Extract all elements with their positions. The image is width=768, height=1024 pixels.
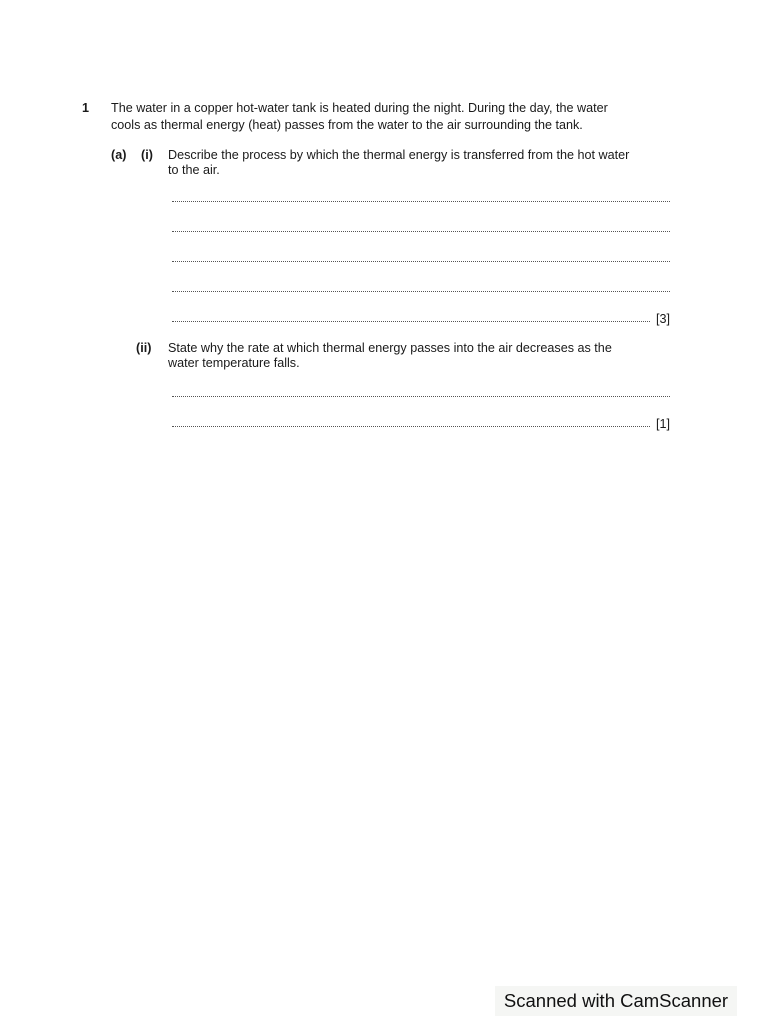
sub-ii-text-line-1: State why the rate at which thermal energy passes into the air decreases as the bbox=[168, 341, 612, 355]
answer-line[interactable] bbox=[172, 259, 670, 262]
marks-sub-i: [3] bbox=[656, 312, 671, 326]
part-a-label: (a) bbox=[111, 148, 127, 162]
question-stem-line-2: cools as thermal energy (heat) passes from the water to the air surrounding the tank. bbox=[111, 118, 583, 132]
answer-line[interactable] bbox=[172, 229, 670, 232]
marks-sub-ii: [1] bbox=[656, 417, 671, 431]
scanner-watermark: Scanned with CamScanner bbox=[495, 986, 737, 1016]
sub-ii-text-line-2: water temperature falls. bbox=[168, 356, 300, 370]
answer-line[interactable] bbox=[172, 394, 670, 397]
sub-i-text-line-1: Describe the process by which the thermal energy is transferred from the hot water bbox=[168, 148, 630, 162]
answer-line[interactable] bbox=[172, 424, 650, 427]
answer-line[interactable] bbox=[172, 319, 650, 322]
sub-i-label: (i) bbox=[141, 148, 153, 162]
sub-ii-label: (ii) bbox=[136, 341, 152, 355]
question-stem-line-1: The water in a copper hot-water tank is heated during the night. During the day, the water bbox=[111, 101, 608, 115]
sub-i-text-line-2: to the air. bbox=[168, 163, 220, 177]
question-number: 1 bbox=[82, 101, 90, 115]
answer-line[interactable] bbox=[172, 289, 670, 292]
answer-line[interactable] bbox=[172, 199, 670, 202]
